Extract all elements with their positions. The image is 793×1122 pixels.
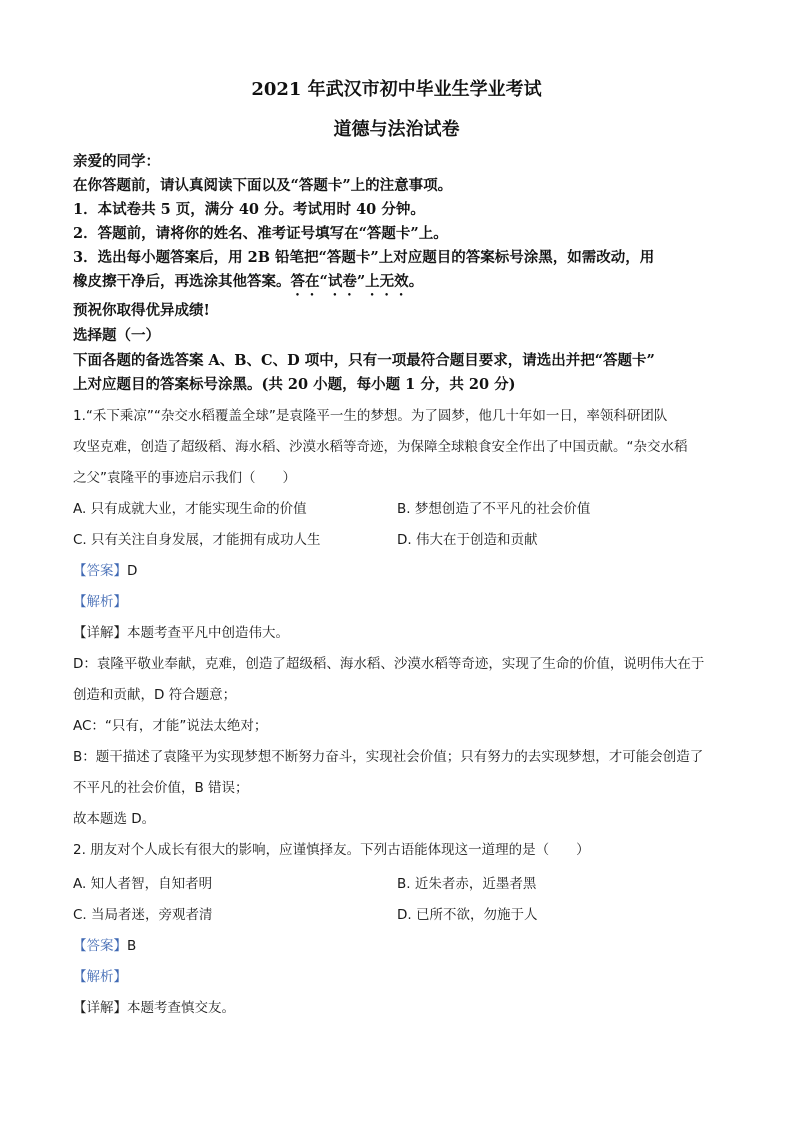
question-2-option-b: B. 近朱者赤，近墨者黑 (397, 876, 537, 892)
good-luck-wish: 预祝你取得优异成绩! (73, 302, 210, 319)
question-1-option-d: D. 伟大在于创造和贡献 (397, 532, 538, 548)
question-2-line-1: 2. 朋友对个人成长有很大的影响，应谨慎择友。下列古语能体现这一道理的是（ ） (73, 842, 590, 858)
question-1-line-2: 攻坚克难，创造了超级稻、海水稻、沙漠水稻等奇迹，为保障全球粮食安全作出了中国贡献。“杂交水稻 (73, 439, 688, 455)
emphasized-invalid-note: 答在“试卷”上无效 (290, 273, 409, 290)
question-1-option-a: A. 只有成就大业，才能实现生命的价值 (73, 501, 307, 517)
question-1-explanation-b-line-1: B：题干描述了袁隆平为实现梦想不断努力奋斗，实现社会价值；只有努力的去实现梦想，才可能会创造了 (73, 749, 704, 765)
answer-tag: 【答案】 (73, 938, 127, 954)
question-2-option-d: D. 已所不欲，勿施于人 (397, 907, 538, 923)
answer-value: D (127, 563, 138, 579)
section-description-line-2: 上对应题目的答案标号涂黑。(共 20 小题，每小题 1 分，共 20 分) (73, 376, 516, 393)
question-1-line-1: 1.“禾下乘凉”“杂交水稻覆盖全球”是袁隆平一生的梦想。为了圆梦，他几十年如一日，率领科研团队 (73, 408, 668, 424)
answer-tag: 【答案】 (73, 563, 127, 579)
instruction-item-2: 2．答题前，请将你的姓名、准考证号填写在“答题卡”上。 (73, 225, 448, 242)
question-2-option-a: A. 知人者智，自知者明 (73, 876, 213, 892)
detail-tag: 【详解】 (73, 1000, 127, 1016)
question-1-option-b: B. 梦想创造了不平凡的社会价值 (397, 501, 591, 517)
instruction-item-3-line-1: 3．选出每小题答案后，用 2B 铅笔把“答题卡”上对应题目的答案标号涂黑，如需改动，用 (73, 249, 655, 266)
page-title: 2021 年武汉市初中毕业生学业考试 (251, 79, 542, 100)
section-description-line-1: 下面各题的备选答案 A、B、C、D 项中，只有一项最符合题目要求，请选出并把“答题卡” (73, 352, 655, 369)
question-1-analysis-tag: 【解析】 (73, 594, 127, 610)
question-1-explanation-d-line-2: 创造和贡献，D 符合题意； (73, 687, 237, 703)
question-1-explanation-d-line-1: D：袁隆平敬业奉献，克难，创造了超级稻、海水稻、沙漠水稻等奇迹，实现了生命的价值，说明伟大在于 (73, 656, 705, 672)
detail-tag: 【详解】 (73, 625, 127, 641)
answer-value: B (127, 938, 137, 954)
instruction-item-3-prefix: 橡皮擦干净后，再选涂其他答案。 (73, 273, 291, 290)
question-2-analysis-tag: 【解析】 (73, 969, 127, 985)
instruction-item-1: 1．本试卷共 5 页，满分 40 分。考试用时 40 分钟。 (73, 201, 425, 218)
instruction-item-3-suffix: 。 (408, 273, 424, 290)
question-1-answer (73, 559, 137, 579)
detail-text: 本题考查慎交友。 (127, 1000, 235, 1016)
page-subtitle: 道德与法治试卷 (333, 119, 460, 140)
question-1-option-c: C. 只有关注自身发展，才能拥有成功人生 (73, 532, 321, 548)
question-2-answer (73, 934, 136, 954)
section-title: 选择题（一） (73, 327, 160, 344)
question-1-conclusion: 故本题选 D。 (73, 811, 156, 827)
question-1-detail (73, 621, 289, 641)
instruction-item-3-line-2 (73, 270, 423, 299)
greeting: 亲爱的同学： (73, 153, 160, 170)
detail-text: 本题考查平凡中创造伟大。 (127, 625, 289, 641)
question-1-explanation-b-line-2: 不平凡的社会价值，B 错误； (73, 780, 249, 796)
question-2-option-c: C. 当局者迷，旁观者清 (73, 907, 213, 923)
question-1-explanation-ac: AC：“只有，才能”说法太绝对； (73, 718, 268, 734)
instructions-intro: 在你答题前，请认真阅读下面以及“答题卡”上的注意事项。 (73, 177, 453, 194)
question-1-line-3: 之父”袁隆平的事迹启示我们（ ） (73, 470, 296, 486)
question-2-detail (73, 996, 235, 1016)
